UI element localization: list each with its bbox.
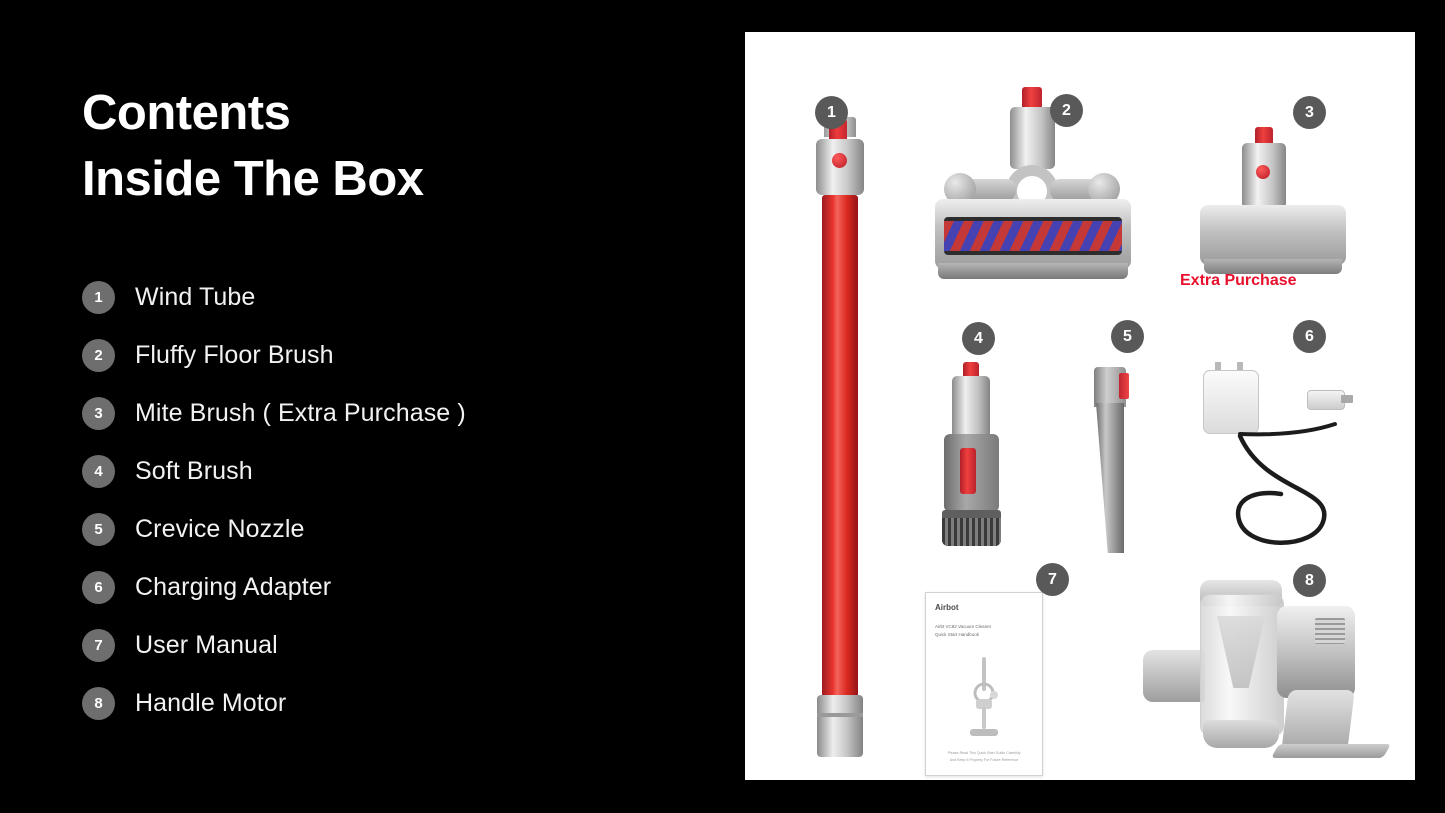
handle-motor-inlet — [1143, 650, 1205, 702]
part-soft-brush — [930, 362, 1015, 557]
fluffy-brush-neck — [1010, 107, 1055, 169]
mite-brush-body — [1200, 205, 1346, 265]
manual-title-line2: Quick Start Handbook — [935, 632, 980, 637]
list-item-label: Soft Brush — [135, 456, 253, 485]
callout-badge-2: 2 — [1050, 94, 1083, 127]
crevice-nozzle-body — [1096, 403, 1124, 553]
part-handle-motor — [1125, 572, 1390, 772]
part-wind-tube — [805, 117, 875, 757]
callout-badge-7: 7 — [1036, 563, 1069, 596]
handle-motor-foot — [1271, 744, 1391, 758]
list-item — [82, 326, 702, 384]
part-crevice-nozzle — [1085, 367, 1135, 562]
adapter-cable — [1195, 402, 1365, 552]
list-item-label: Fluffy Floor Brush — [135, 340, 334, 369]
manual-brand: Airbot — [935, 603, 959, 612]
list-item — [82, 442, 702, 500]
callout-badge-4: 4 — [962, 322, 995, 355]
page-title — [82, 80, 702, 212]
callout-badge-6: 6 — [1293, 320, 1326, 353]
manual-footer-line1: Please Read This Quick Start Guide Carefully — [947, 751, 1021, 755]
part-fluffy-floor-brush — [930, 87, 1135, 317]
soft-brush-red-bar — [960, 448, 976, 494]
list-item-number: 1 — [82, 281, 115, 314]
fluffy-brush-roller — [944, 217, 1122, 255]
list-item-number: 3 — [82, 397, 115, 430]
product-parts-panel — [745, 32, 1415, 780]
extra-purchase-note: Extra Purchase — [1180, 272, 1297, 289]
list-item-number: 6 — [82, 571, 115, 604]
part-user-manual — [925, 592, 1043, 776]
list-item — [82, 616, 702, 674]
wind-tube-release-button-icon — [832, 153, 847, 168]
manual-vacuum-illustration — [956, 655, 1012, 743]
crevice-nozzle-red-tab — [1119, 373, 1129, 399]
list-item-label: Mite Brush ( Extra Purchase ) — [135, 398, 466, 427]
list-item-label: Wind Tube — [135, 282, 256, 311]
handle-motor-grip — [1281, 690, 1355, 752]
list-item — [82, 500, 702, 558]
soft-brush-neck — [952, 376, 990, 438]
list-item-number: 5 — [82, 513, 115, 546]
part-charging-adapter — [1185, 362, 1375, 567]
list-item-number: 8 — [82, 687, 115, 720]
list-item-label: Charging Adapter — [135, 572, 332, 601]
list-item — [82, 674, 702, 732]
list-item-number: 7 — [82, 629, 115, 662]
handle-motor-vents — [1315, 618, 1345, 644]
list-item-label: Handle Motor — [135, 688, 287, 717]
list-item-number: 4 — [82, 455, 115, 488]
callout-badge-5: 5 — [1111, 320, 1144, 353]
mite-brush-release-button-icon — [1256, 165, 1270, 179]
page-title-line1: Contents — [82, 86, 291, 140]
list-item — [82, 384, 702, 442]
handle-motor-bin-bottom — [1203, 720, 1279, 748]
manual-footer-line2: And Keep It Properly For Future Reference — [949, 758, 1019, 762]
page-title-line2: Inside The Box — [82, 152, 424, 207]
wind-tube-bottom-ring — [817, 713, 863, 717]
contents-column — [82, 80, 702, 732]
contents-list — [82, 268, 702, 732]
list-item-number: 2 — [82, 339, 115, 372]
callout-badge-8: 8 — [1293, 564, 1326, 597]
fluffy-brush-base — [938, 263, 1128, 279]
list-item-label: Crevice Nozzle — [135, 514, 305, 543]
callout-badge-3: 3 — [1293, 96, 1326, 129]
list-item — [82, 268, 702, 326]
manual-title-line1: Airbt VC82 Vacuum Cleaner — [935, 624, 992, 629]
wind-tube-body — [822, 195, 858, 705]
wind-tube-bottom — [817, 695, 863, 757]
soft-brush-bristles — [942, 510, 1001, 546]
list-item-label: User Manual — [135, 630, 278, 659]
callout-badge-1: 1 — [815, 96, 848, 129]
list-item — [82, 558, 702, 616]
